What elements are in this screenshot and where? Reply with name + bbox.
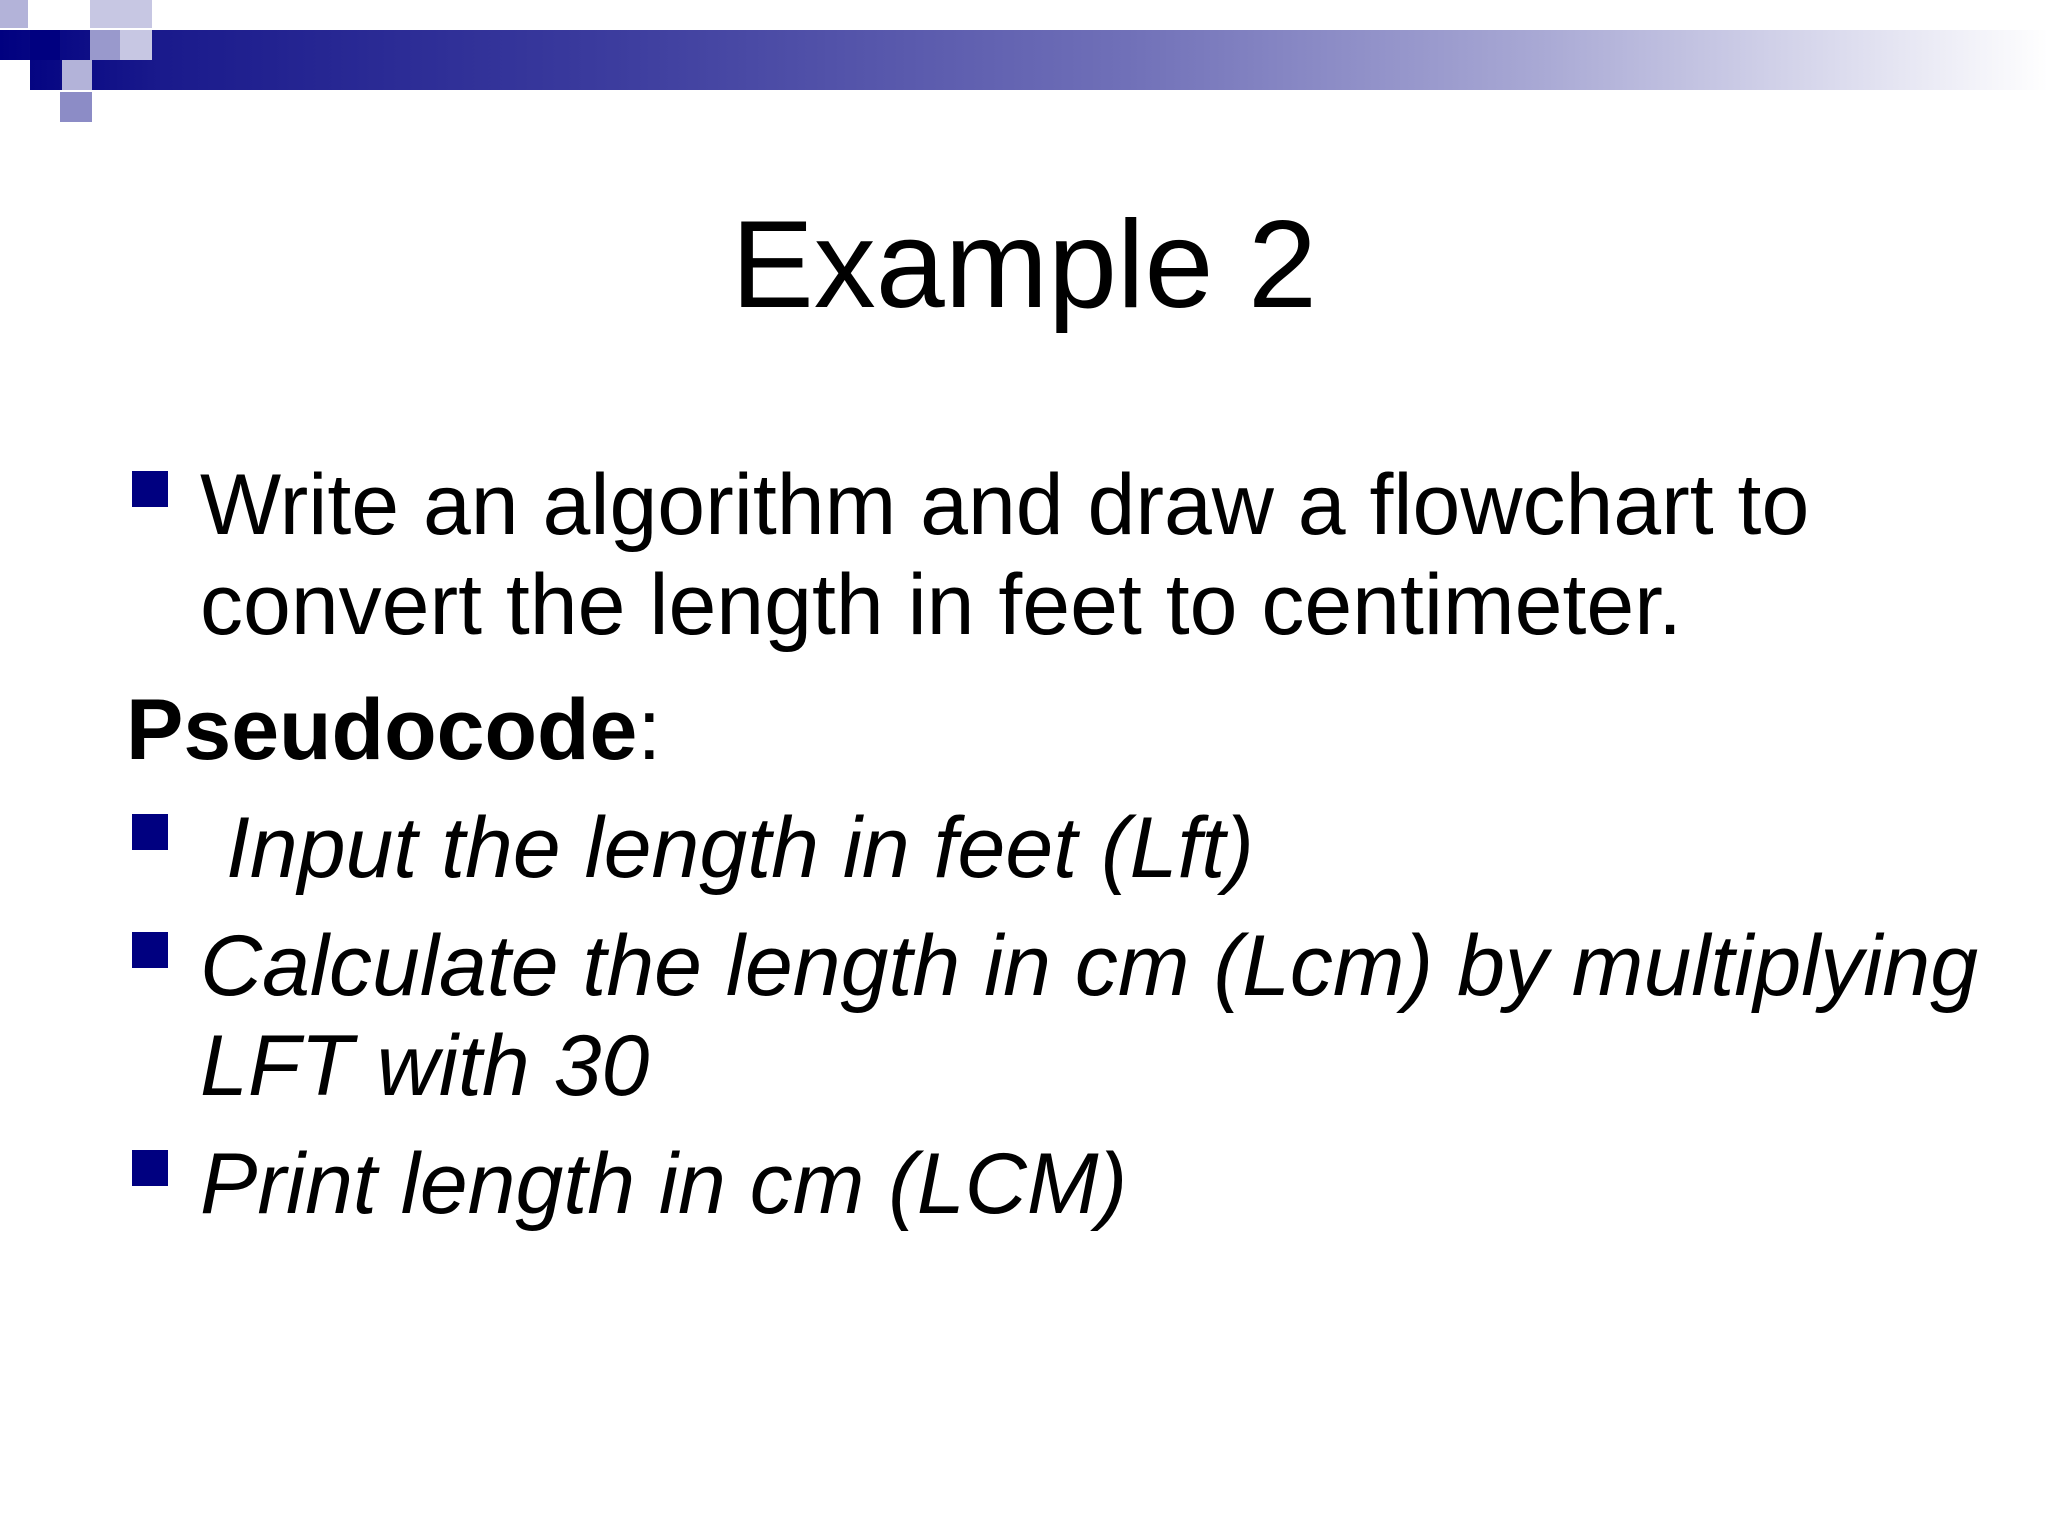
deco-square (0, 0, 28, 28)
deco-square (120, 30, 152, 60)
square-bullet-icon (132, 471, 168, 507)
deco-square (0, 60, 30, 120)
square-bullet-icon (132, 932, 168, 968)
step-bullet (126, 916, 1986, 1116)
intro-text: Write an algorithm and draw a flowchart to convert the length in feet to centimeter. (200, 457, 1810, 653)
slide-title: Example 2 (731, 196, 1317, 334)
deco-square (90, 0, 152, 28)
deco-square (62, 60, 92, 90)
pseudocode-heading (126, 680, 1986, 780)
step-text: Input the length in feet (Lft) (226, 800, 1254, 896)
deco-square (30, 0, 60, 28)
square-bullet-icon (132, 1150, 168, 1186)
deco-square (60, 92, 92, 122)
pseudocode-heading-colon: : (637, 682, 662, 778)
step-text: Calculate the length in cm (Lcm) by multiplying LFT with 30 (200, 918, 1979, 1114)
deco-square (30, 30, 60, 60)
deco-square (90, 30, 120, 60)
intro-bullet (126, 455, 1986, 655)
step-bullet (126, 1134, 1986, 1234)
step-bullet (126, 798, 1986, 898)
slide-body (126, 455, 1986, 1234)
square-bullet-icon (132, 814, 168, 850)
pseudocode-heading-label: Pseudocode (126, 682, 638, 778)
header-gradient-band (0, 30, 2048, 90)
decorative-squares (0, 0, 160, 130)
step-text: Print length in cm (LCM) (200, 1136, 1128, 1232)
